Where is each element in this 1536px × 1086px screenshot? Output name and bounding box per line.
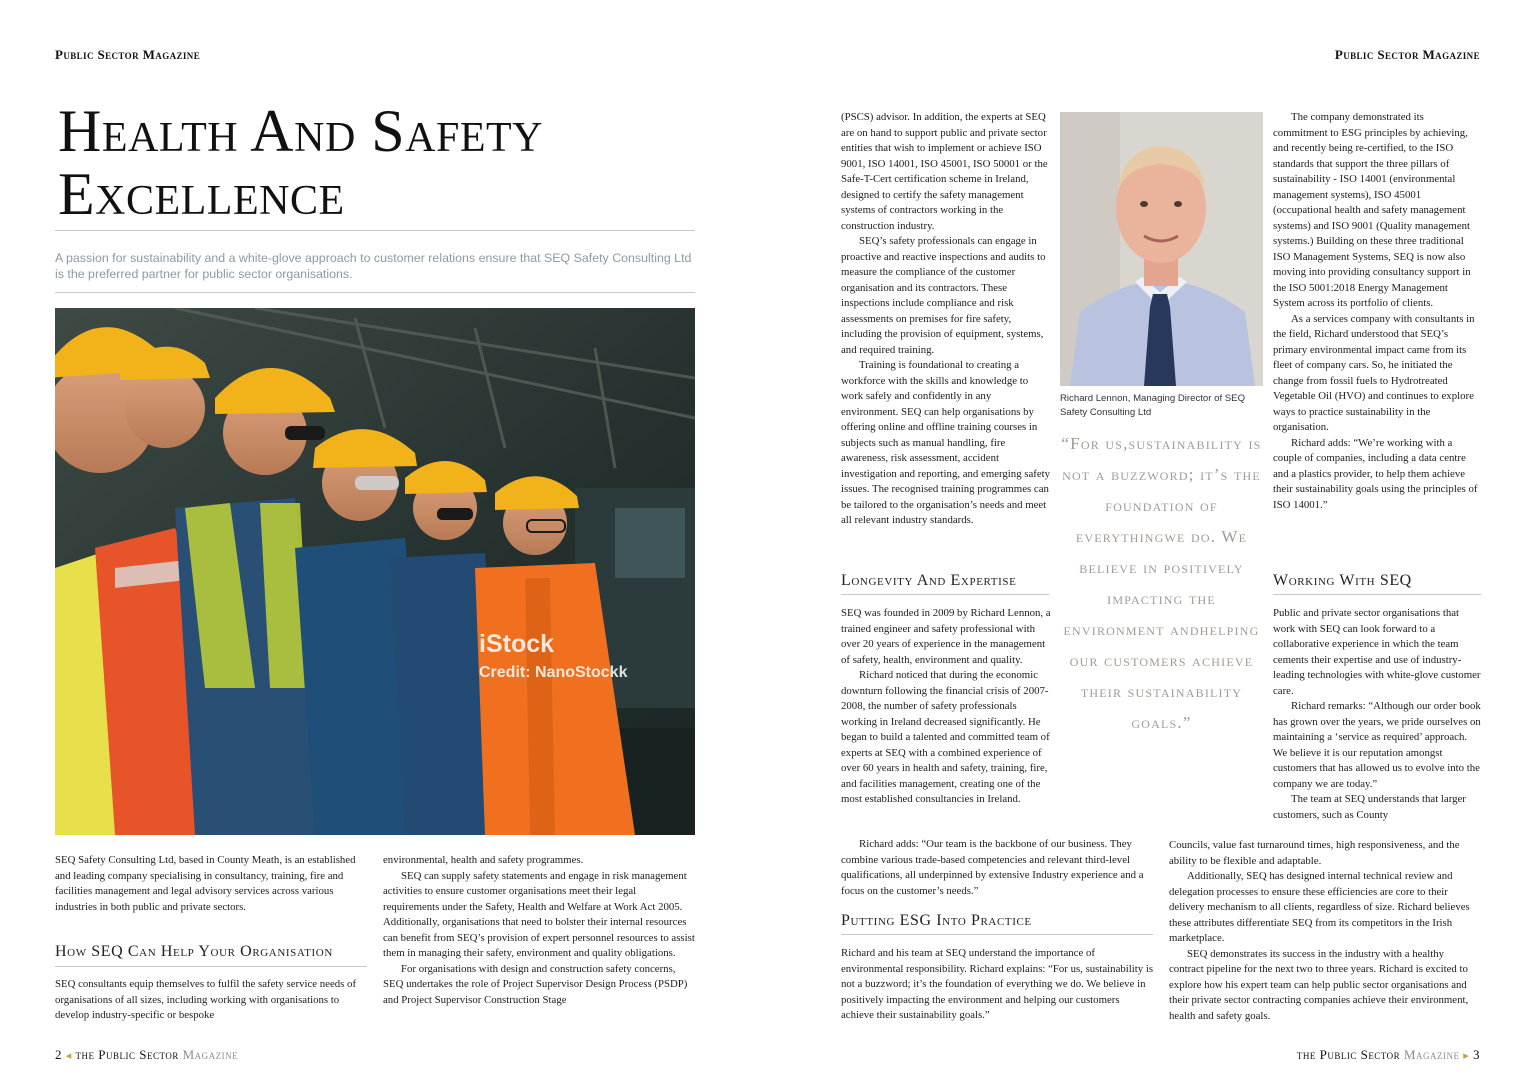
right-column-2-mid [1273, 606, 1481, 823]
title-divider [55, 230, 695, 231]
subhead-longevity: Longevity And Expertise [841, 572, 1017, 589]
portrait-illustration [1060, 112, 1263, 386]
subhead-esg: Putting ESG Into Practice [841, 912, 1032, 929]
paragraph: environmental, health and safety programmes. [383, 854, 584, 866]
right-column-2-top [1273, 110, 1481, 513]
left-column-2 [383, 853, 695, 1008]
istock-watermark: iStock [479, 630, 555, 658]
paragraph: For organisations with design and construction safety concerns, SEQ undertakes the role of Project Supervisor Design Process (PSDP) and Project Supervisor Construction Stage [383, 962, 688, 1006]
standfirst-divider [55, 292, 695, 293]
intro-text: SEQ Safety Consulting Ltd, based in County Meath, is an established and leading company specialising in consultancy, training, fire and facilities management and legal advisory services across various industries in both public and private sectors. [55, 854, 356, 913]
paragraph: The company demonstrated its commitment to ESG principles by achieving, and recently being re-certified, to the ISO standards that support the three pillars of sustainability - ISO 14001 (environmental management systems), ISO 45001 (occupational health and safety management systems) and ISO 9001 (Quality management systems.) Building on these three traditional ISO Management Systems, SEQ is now also moving into providing consultancy support in the ISO 5001:2018 Energy Management System across its portfolio of clients. [1273, 111, 1471, 309]
footer-ornament-icon: ▸ [1463, 1050, 1470, 1062]
footer-ornament-icon: ◂ [65, 1050, 72, 1062]
paragraph: Richard noticed that during the economic downturn following the financial crisis of 2007-2008, the number of safety professionals working in Ireland decreased significantly. He began to build a talented and committed team of experts at SEQ with a combined experience of over 60 years in health and safety, training, fire, and facilities management, creating one of the most established consultancies in Ireland. [841, 669, 1050, 805]
how-seq-paragraph [55, 977, 367, 1024]
esg-paragraph [841, 946, 1155, 1024]
paragraph: The team at SEQ understands that larger customers, such as County [1273, 793, 1466, 821]
standfirst: A passion for sustainability and a white-glove approach to customer relations ensure that SEQ Safety Consulting Ltd is the preferred partner for public sector organisations. [55, 251, 692, 281]
paragraph: Public and private sector organisations that work with SEQ can look forward to a collaborative experience in which the team cements their expertise and use of industry-leading technologies with white-glove customer care. [1273, 607, 1481, 697]
title-line-1: Health And Safety [58, 98, 543, 164]
subhead-rule [1273, 594, 1481, 595]
page-number-right: 3 [1473, 1047, 1480, 1062]
footer-brand-left: the Public Sector [75, 1047, 179, 1062]
subhead-rule [841, 594, 1049, 595]
workers-illustration [55, 308, 695, 835]
subhead-rule [841, 934, 1153, 935]
paragraph: As a services company with consultants in the field, Richard understood that SEQ’s primary environmental impact came from its fleet of company cars. So, he initiated the change from fossil fuels to Hydrotreated Vegetable Oil (HVO) and continues to explore ways to practice sustainability in the organisation. [1273, 312, 1475, 433]
paragraph: (PSCS) advisor. In addition, the experts at SEQ are on hand to support public and private sector entities that wish to implement or achieve ISO 9001, ISO 14001, ISO 45001, ISO 50001 or the Safe-T-Cert certification scheme in Ireland, designed to certify the safety management systems of contractors working in the construction industry. [841, 111, 1048, 232]
subhead-rule [55, 966, 367, 967]
pull-quote: “For us,sustainability is not a buzzword; it’s the foundation of everythingwe do. We believe in positively impacting the environment andhelping our customers achieve their sustainability goals.” [1061, 434, 1262, 732]
paragraph: SEQ was founded in 2009 by Richard Lennon, a trained engineer and safety professional with over 20 years of experience in the management of safety, health, environment and quality. [841, 607, 1051, 666]
footer-left [55, 1047, 238, 1063]
paragraph: SEQ’s safety professionals can engage in proactive and reactive inspections and audits to measure the compliance of the customer organisation and its contractors. These inspections include compliance and risk assessments on premises for fire safety, including the provision of equipment, systems, and required training. [841, 235, 1046, 356]
photo-credit: Credit: NanoStockk [479, 664, 628, 681]
intro-paragraph [55, 853, 367, 915]
paragraph: Training is foundational to creating a workforce with the skills and knowledge to work safely and confidently in any environment. SEQ can help organisations by offering online and offline training courses in subjects such as manual handling, fire awareness, risk assessment, accident investigation and reporting, and emerging safety issues. The recognised training programmes can be tailored to the organisation’s needs and meet all relevant industry standards. [841, 359, 1051, 526]
right-column-1-mid [841, 606, 1051, 808]
subhead-how-seq-can-help: How SEQ Can Help Your Organisation [55, 943, 333, 960]
paragraph: Richard remarks: “Although our order book has grown over the years, we pride ourselves on maintaining a ‘service as required’ approach. We believe it is our reputation amongst customers that has allowed us to evolve into the company we are today.” [1273, 700, 1481, 790]
running-head-left: Public Sector Magazine [55, 47, 201, 62]
footer-brand-right: the Public Sector [1296, 1047, 1401, 1062]
paragraph: Additionally, SEQ has designed internal technical review and delegation processes to ensure these efficiencies are core to their delivery mechanism to all clients, regardless of size. Richard believes these attributes differentiate SEQ from its competitors in the Irish marketplace. [1169, 870, 1470, 944]
paragraph: SEQ demonstrates its success in the industry with a healthy contract pipeline for the next two to three years. Richard is excited to explore how his expert team can help public sector organisations and their private sector contracting companies achieve their environment, health and safety goals. [1169, 947, 1469, 1022]
how-seq-text: SEQ consultants equip themselves to fulfil the safety service needs of organisations of all sizes, including working with organisations to develop industry-specific or bespoke [55, 978, 357, 1021]
footer-right [1297, 1047, 1480, 1063]
paragraph: Richard adds: “Our team is the backbone of our business. They combine various trade-based competencies and relevant third-level qualifications, all underpinned by extensive Industry experience and a focus on the customer’s needs.” [841, 838, 1144, 897]
footer-brand-mag-left: Magazine [182, 1047, 239, 1062]
article-title [58, 100, 698, 226]
paragraph: Richard adds: “We’re working with a couple of companies, including a data centre and a plastics provider, to help them achieve their sustainability goals using the principles of ISO 14001.” [1273, 436, 1478, 511]
paragraph: SEQ can supply safety statements and engage in risk management activities to ensure customer organisations meet their legal requirements under the Safety, Health and Welfare at Work Act 2005. Additionally, organisations that need to bolster their internal resources can benefit from SEQ’s provision of expert personnel resources to assist them in managing their safety, environment and quality obligations. [383, 869, 695, 959]
running-head-right: Public Sector Magazine [1334, 47, 1480, 62]
workers-photo [55, 308, 695, 835]
footer-brand-mag-right: Magazine [1403, 1047, 1460, 1062]
page-number-left: 2 [55, 1047, 62, 1062]
right-column-1-top [841, 110, 1051, 529]
right-column-1-wide [841, 837, 1155, 899]
title-line-2: Excellence [58, 161, 345, 227]
portrait-photo [1060, 112, 1263, 386]
portrait-caption: Richard Lennon, Managing Director of SEQ Safety Consulting Ltd [1060, 393, 1246, 418]
paragraph: Richard and his team at SEQ understand the importance of environmental responsibility. Richard explains: “For us, sustainability is not a buzzword; it’s the foundation of everything we do. We believe in positively impacting the environment and helping our customers achieve their sustainability goals.” [841, 947, 1154, 1021]
paragraph: Councils, value fast turnaround times, high responsiveness, and the ability to be flexible and adaptable. [1169, 839, 1460, 867]
subhead-working-with-seq: Working With SEQ [1273, 572, 1412, 589]
right-column-2-wide [1169, 838, 1481, 1024]
